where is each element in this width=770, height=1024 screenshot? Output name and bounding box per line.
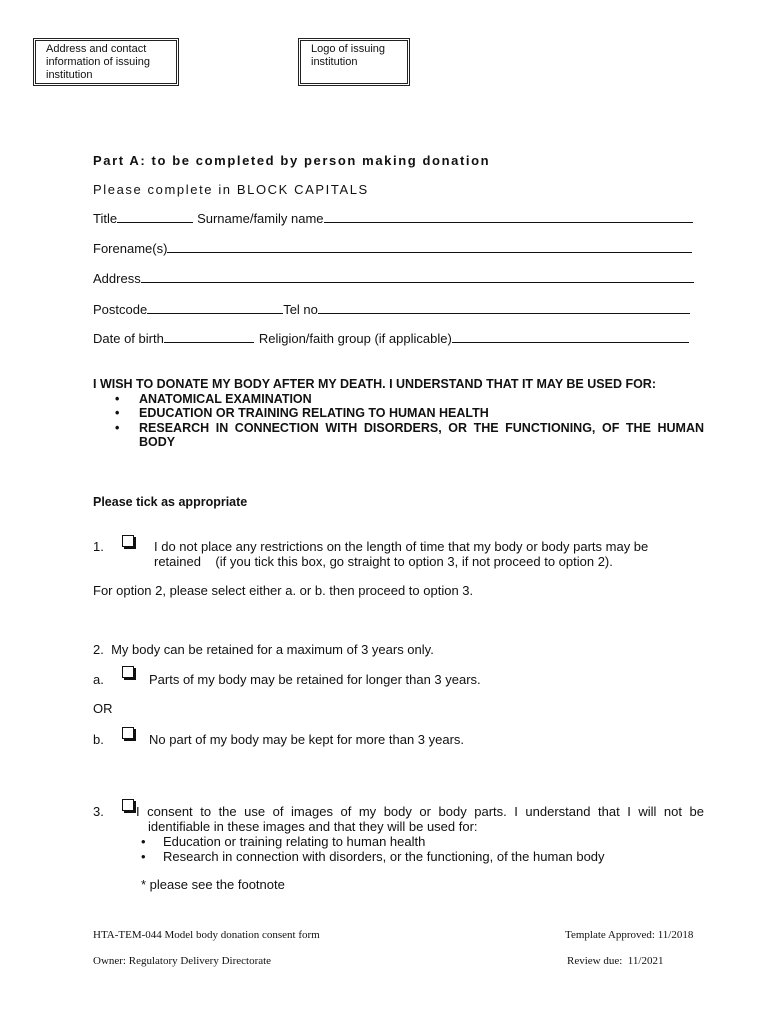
option-1-text: I do not place any restrictions on the length of time that my body or body parts may be [154,539,649,554]
part-a-heading: Part A: to be completed by person making donation [93,153,491,168]
religion-field[interactable] [452,342,689,343]
forenames-field[interactable] [167,252,692,253]
forenames-label: Forename(s) [93,241,168,256]
option-2a-text: Parts of my body may be retained for longer than 3 years. [149,672,481,687]
option-2b-label: b. [93,732,104,747]
address-box [33,38,179,86]
address-box-text: Address and contact information of issuing institution [46,43,150,81]
footnote-reference: * please see the footnote [141,877,285,892]
address-row [93,271,694,286]
option-2b-checkbox[interactable] [122,727,134,739]
option-3-checkbox[interactable] [122,799,134,811]
option-1-text-cont: retained (if you tick this box, go straight to option 3, if not proceed to option 2). [154,554,613,569]
declaration-list [93,392,704,450]
declaration-item: • EDUCATION OR TRAINING RELATING TO HUMAN HEALTH [93,406,704,421]
declaration-text: I WISH TO DONATE MY BODY AFTER MY DEATH. I UNDERSTAND THAT IT MAY BE USED FOR: [93,377,656,391]
dob-field[interactable] [164,342,254,343]
option-2-heading: 2. My body can be retained for a maximum of 3 years only. [93,642,434,657]
title-label: Title [93,211,118,226]
title-field[interactable] [117,222,193,223]
tel-field[interactable] [318,313,690,314]
option-3-number: 3. [93,804,104,819]
postcode-label: Postcode [93,302,148,317]
option-3-text-cont: identifiable in these images and that they will be used for: [148,819,478,834]
surname-label: Surname/family name [197,211,324,226]
postcode-tel-row [93,302,690,317]
surname-field[interactable] [324,222,693,223]
declaration-item: • RESEARCH IN CONNECTION WITH DISORDERS, OR THE FUNCTIONING, OF THE HUMAN BODY [93,421,704,450]
option-2-note: For option 2, please select either a. or b. then proceed to option 3. [93,583,474,598]
option-1-checkbox[interactable] [122,535,134,547]
option-3-item: • Research in connection with disorders, or the functioning, of the human body [139,849,605,864]
or-separator: OR [93,701,113,716]
address-field[interactable] [141,282,694,283]
option-2a-checkbox[interactable] [122,666,134,678]
dob-label: Date of birth [93,331,164,346]
footer-form-id: HTA-TEM-044 Model body donation consent form [93,929,320,941]
title-surname-row [93,211,693,226]
option-2a-label: a. [93,672,104,687]
block-capitals-instruction: Please complete in BLOCK CAPITALS [93,182,369,197]
forenames-row [93,241,692,256]
footer-approved: Template Approved: 11/2018 [565,929,694,941]
option-3-item: • Education or training relating to human health [139,834,605,849]
option-1-number: 1. [93,539,104,554]
tick-heading: Please tick as appropriate [93,495,248,509]
footer-review: Review due: 11/2021 [567,955,664,967]
footer-owner: Owner: Regulatory Delivery Directorate [93,955,272,967]
option-2b-text: No part of my body may be kept for more than 3 years. [149,732,465,747]
address-label: Address [93,271,141,286]
option-3-list [139,834,605,864]
declaration-item: • ANATOMICAL EXAMINATION [93,392,704,407]
tel-label: Tel no [283,302,318,317]
option-3-text: I consent to the use of images of my body or body parts. I understand that I will not be [136,804,704,819]
postcode-field[interactable] [147,313,283,314]
logo-box [298,38,410,86]
religion-label: Religion/faith group (if applicable) [258,331,452,346]
dob-religion-row [93,331,689,346]
declaration-block [93,377,704,450]
logo-box-text: Logo of issuing institution [311,43,385,68]
